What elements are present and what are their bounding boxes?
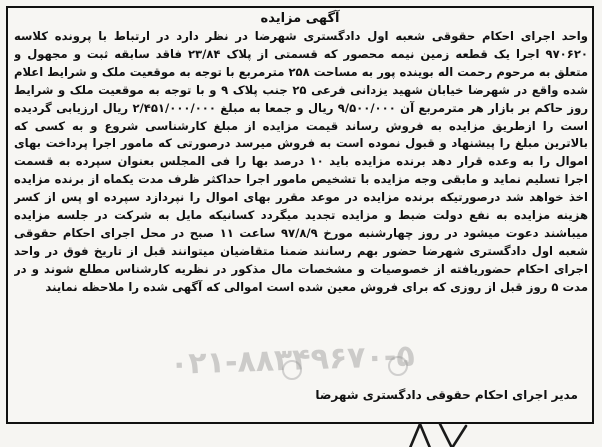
watermark-phone-number: ۰۲۱-۸۸۳۴۹۶۷۰-۵ [169, 338, 416, 383]
notice-title: آگهی مزایده [260, 11, 340, 26]
handwritten-page-number [404, 420, 474, 447]
notice-signature: مدیر اجرای احکام حقوقی دادگستری شهرضا [315, 388, 578, 402]
watermark-ring-icon [388, 356, 408, 376]
auction-notice-frame [6, 6, 594, 424]
notice-body: واحد اجرای احکام حقوقی شعبه اول دادگستری شهرضا در نظر دارد در ارتباط با پرونده کلاسه ۹۷۰۶۲۰ اجرا یک قطعه زمین نیمه محصور که قسمتی از پلاک ۲۳/۸۴ فاقد سابقه ثبت و مجهول و متعلق به مرحوم رحمت اله بوینده پور به مساحت ۲۵۸ مترمربع با توجه به موقعیت ملک و شرایط اعلام شده واقع در شهرضا خیابان شهید یزدانی فرعی ۲۵ جنب پلاک ۹ و با توجه به موقعیت ملک و شرایط روز حاکم بر بازار هر مترمربع آن ۹/۵۰۰/۰۰۰ ریال و جمعا به مبلغ ۲/۴۵۱/۰۰۰/۰۰۰ ریال ارزیابی گردیده است را ازطریق مزایده به فروش رساند قیمت مزایده از مبلغ کارشناسی شروع و به کسی که بالاترین مبلغ را پیشنهاد و قبول نموده است به فروش میرسد درصورتی که مامور اجرا پرداخت بهای اموال را به وعده قرار دهد برنده مزایده باید ۱۰ درصد بها را فی المجلس بعنوان سپرده به قسمت اجرا تسلیم نماید و مابقی وجه مزایده با تشخیص مامور اجرا حداکثر ظرف مدت یکماه از برنده مزایده اخذ خواهد شد درصورتیکه برنده مزایده در موعد مقرر بهای اموال را نپردازد سپرده او پس از کسر هزینه مزایده به نفع دولت ضبط و مزایده تجدید میگردد کسانیکه مایل به شرکت در جلسه مزایده میباشند دعوت میشود در روز چهارشنبه مورخ ۹۷/۸/۹ ساعت ۱۱ صبح در محل اجرای احکام حقوقی شعبه اول دادگستری شهرضا حضور بهم رسانند ضمنا متقاضیان میتوانند قبل از تاریخ فوق در واحد اجرای احکام حضوریافته از خصوصیات و مشخصات مال مذکور در نظریه کارشناس مطلع شوند و در مدت ۵ روز قبل از روزی که برای فروش معین شده است اموالی که آگهی شده را ملاحظه نمایند [14, 29, 588, 294]
watermark-ring-icon [282, 360, 302, 380]
